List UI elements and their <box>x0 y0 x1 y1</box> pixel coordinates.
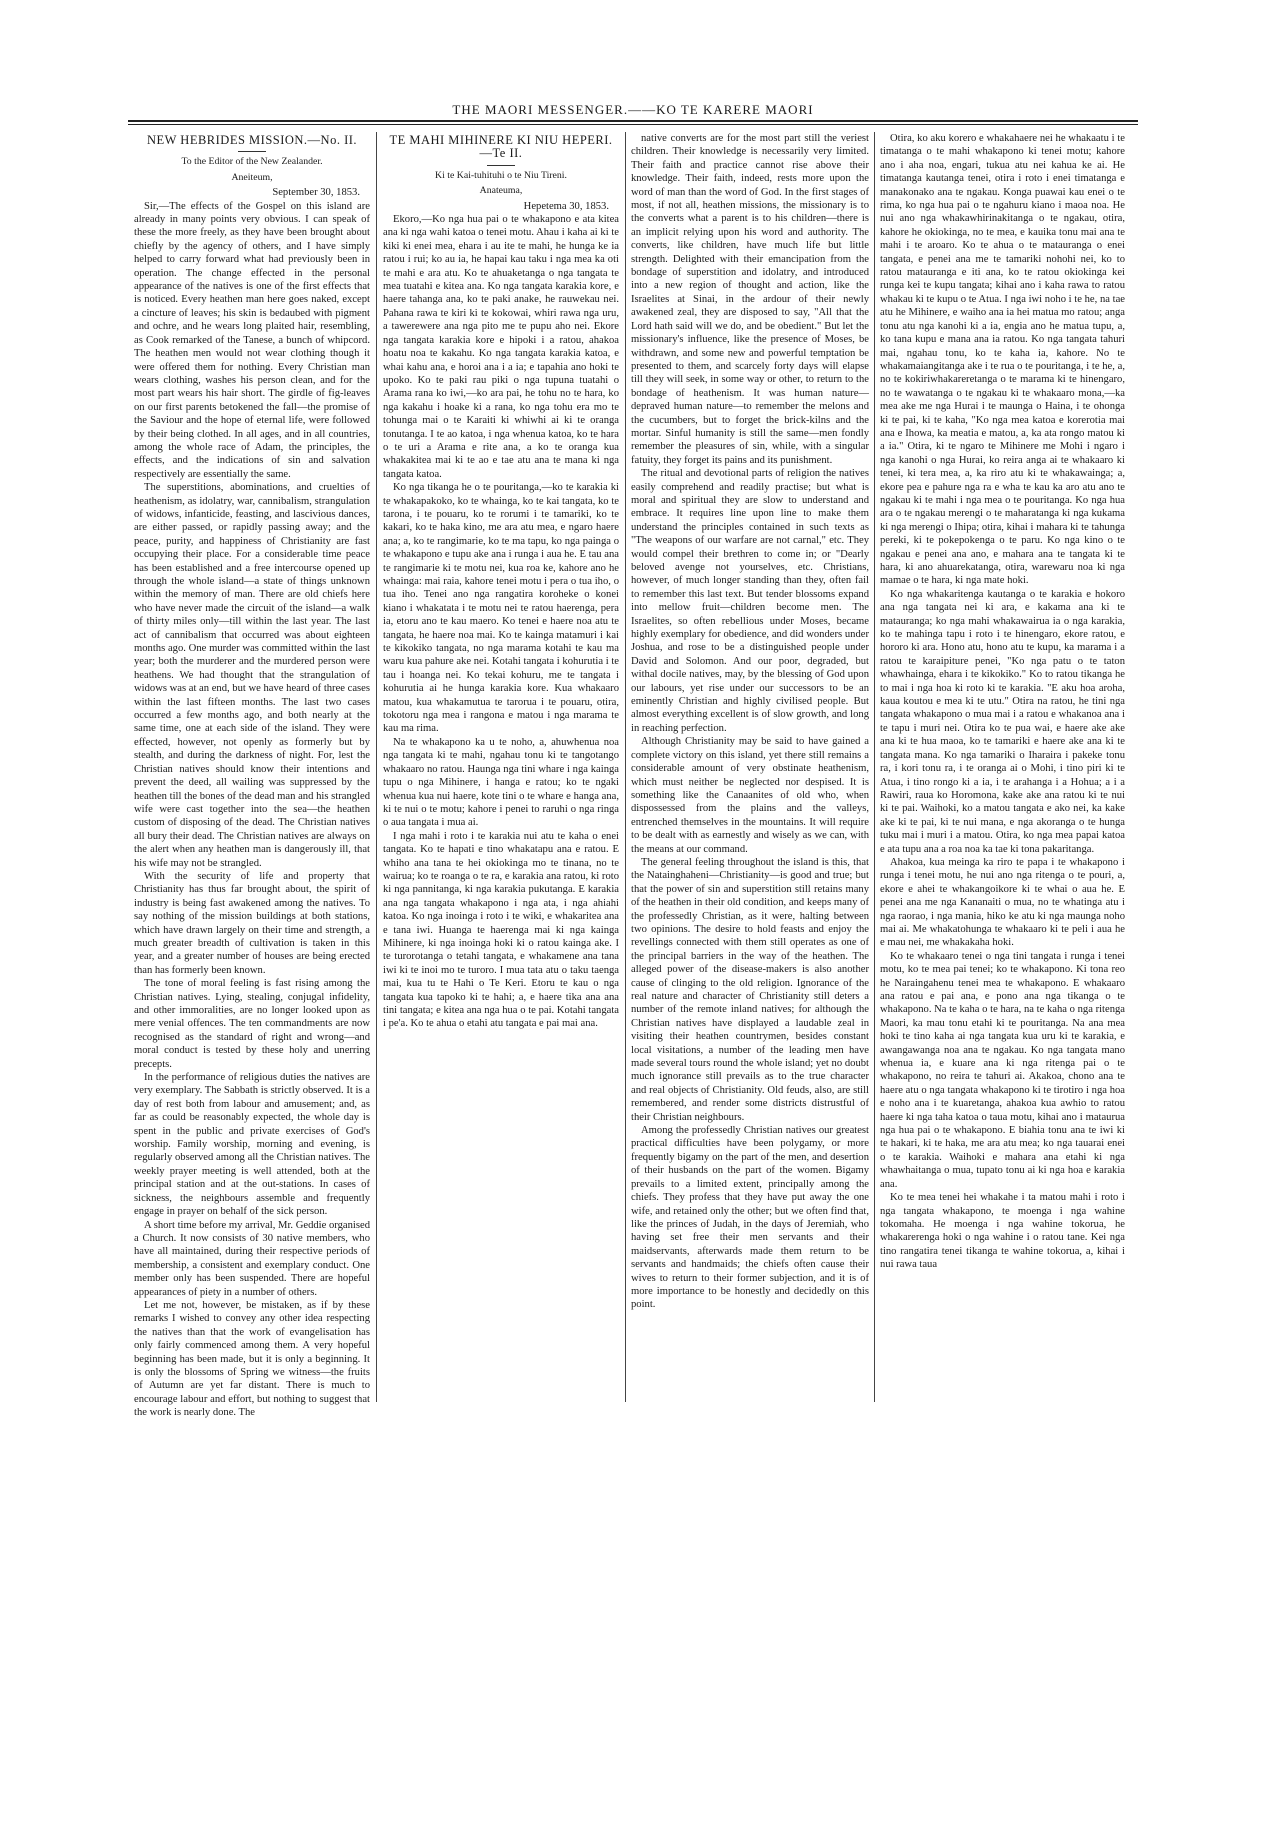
article-heading: NEW HEBRIDES MISSION.—No. II. <box>146 133 358 147</box>
paragraph: Although Christianity may be said to have gained a complete victory on this island, yet there still remains a considerable amount of very obstinate heathenism, which must neither be neglected nor despised. It is something like the Canaanites of old who, when dispossessed from the plains and the valleys, entrenched themselves in the mountains. It will require to be dealt with as earnestly and wisely as we can, with the means at our command. <box>631 736 869 855</box>
paragraph: The ritual and devotional parts of religion the natives easily comprehend and readily practise; but what is moral and spiritual they are slow to understand and embrace. It requires line upon line to make them understand the principles contained in such texts as "The weapons of our warfare are not carnal," etc. They would compel their brethren to come in; or "Dearly beloved avenge not yourselves, etc. Christians, however, of much longer standing than they, often fail to remember this last text. But tender blossoms expand into mellow fruit—children become men. The Israelites, so often rebellious under Moses, became highly exemplary for obedience, and did wonders under Joshua, and rose to be a distinguished people under David and Solomon. And our poor, degraded, but withal docile natives, may, by the blessing of God upon our labours, yet rise under our successors to be an eminently Christian and highly civilised people. But almost everything excellent is of slow growth, and long in reaching perfection. <box>631 468 869 734</box>
paragraph: native converts are for the most part still the veriest children. Their knowledge is necessarily very limited. Their faith and practice cannot rise above their knowledge. Their faith, indeed, rests more upon the word of man than the word of God. In the first stages of most, if not all, heathen missions, the missionary is to the converts what a parent is to his children—there is an implicit relying upon his word and authority. The converts, like children, have much life but little strength. Delighted with their emancipation from the bondage of superstition and idolatry, and introduced into a new region of thought and action, like the Israelites at Sinai, in the ardour of their newly awakened zeal, they are disposed to say, "All that the Lord hath said will we do, and be obedient." But let the missionary's influence, like the presence of Moses, be withdrawn, and some new and powerful temptation be presented to them, and scarcely forty days will elapse till they will seek, in some way or other, to return to the bondage of heathenism. It was human nature—depraved human nature—to remember the melons and the cucumbers, but to forget the brick-kilns and the mortar. Sinful humanity is still the same—men fondly remember the pleasures of sin, while, with a singular fatuity, they forget its pains and its punishment. <box>631 133 869 466</box>
to-editor-line: Ki te Kai-tuhituhi o te Niu Tireni. <box>435 169 567 181</box>
paragraph: A short time before my arrival, Mr. Geddie organised a Church. It now consists of 30 native members, who have all maintained, during their respective periods of membership, a consistent and exemplary conduct. One member only has been suspended. There are hopeful appearances of piety in a number of others. <box>134 1219 370 1298</box>
paragraph: The superstitions, abominations, and cruelties of heathenism, as idolatry, war, cannibalism, strangulation of widows, infanticide, feasting, and lascivious dances, are either passed, or rapidly passing away; and the peace, purity, and happiness of Christianity are fast occupying their place. For a considerable time peace has been established and a free intercourse opened up through the whole island—a state of things unknown within the memory of man. There are old chiefs here who have never made the circuit of the island—a walk of thirty miles only—till within the last year. The last act of cannibalism that occurred was about eighteen months ago. One murder was committed within the last year; both the murderer and the murdered person were heathens. We had thought that the strangulation of widows was at an end, but we have heard of three cases within the last fifteen months. The last two cases occurred a few months ago, and both nearly at the same time, one at each side of the island. They were effected, however, not openly as formerly but by stealth, and during the darkness of night. For, lest the Christian natives should know their intentions and prevent the deed, all wailing was suppressed by the heathen till the bones of the dead man and his strangled wife were cast together into the sea—the heathen custom of disposing of the dead. The Christian natives all bury their dead. The Christian natives are always on the alert when any heathen man is dangerously ill, that his wife may not be strangled. <box>134 482 370 869</box>
column-maori-2 <box>880 132 1125 1402</box>
masthead-rule-thick <box>128 120 1138 122</box>
paragraph: Among the professedly Christian natives our greatest practical difficulties have been polygamy, or more frequently bigamy on the part of the men, and desertion of their husbands on the part of the women. Bigamy prevails to a limited extent, principally among the chiefs. They profess that they have put away the one wife, and retained only the other; but we often find that, like the princes of Judah, in the days of Jeremiah, who having set free their men servants and their maidservants, afterwards made them return to be servants and handmaids; the chiefs often cause their wives to return to their former subjection, and it is of more importance to be honestly and decidedly on this point. <box>631 1125 869 1311</box>
to-editor-line: To the Editor of the New Zealander. <box>181 156 323 168</box>
column-english-2 <box>631 132 869 1402</box>
paragraph: Ko nga whakaritenga kautanga o te karakia e hokoro ana nga tangata nei ki ara, e kakama ana ki te matauranga; ko nga mahi whakawairua ia o nga karakia, ko te mahinga tapu i roto i te hinengaro, ekore ratou, e hororo ki ara. Hono atu, hono atu te kupu, ka marama i a ratou te karaipiture penei, "Ko nga patu o te taton whawhainga, ehara i te kikokiko." Ko to ratou tikanga he to mai i nga hoa ki roto ki te karakia. "E aku hoa aroha, kaua koutou e mea ki te utu." Otira na ratou, he tini nga tangata whakapono o mua mai i a ratou e whakanoa ana i te tapu i muri nei. Otira ko te pua wai, e haere ake ake ana ki te hua maoa, ko te tamariki e haere ake ana ki te tangata mana. Ko nga tamariki o Iharaira i pakeke tonu ra, i kori tonu ra, i te oranga ai o Mohi, i tino piri ki te Atua, i tino rongo ki a ia, i te arahanga i a Hohua; a i a Rawiri, raua ko Horomona, kake ake ana ratou ki te nui ki te pai. Waihoki, ko a matou tangata e ako nei, ka kake ake ki te pai, ki te nui mana, e nga akoranga o te hunga tuku mai i muri i a matou. Otira, ko nga mea papai katoa e ata tupu ana a roa noa ka tae ki tona pakaritanga. <box>880 588 1125 855</box>
masthead-rule-thin <box>128 124 1138 125</box>
paragraph: Ekoro,—Ko nga hua pai o te whakapono e ata kitea ana ki nga wahi katoa o tenei motu. Ahau i kaha ai ki te kiki ki enei mea, ehara i au ite te mahi, he hunga ke ia ratou i rui; ko au ia, he hapai kau taku i nga mea ka oti te mahi e ara atu. Ko te ahuaketanga o nga tangata te mea tuatahi e kitea ana. Ko nga tangata karakia kore, e haere tahanga ana, ko te paki anake, he rauwekau nei. Pahana rawa te kiri ki te kokowai, whiri rawa nga uru, a tawerewere ana nga pito me te pupu aho nei. Ekore nga tangata karakia kore e hipoki i a ratou, ahakoa hoatu noa te kakahu. Ko nga tangata karakia katoa, e whai kahu ana, e horoi ana i a ia; e tapahia ano hoki te upoko. Ko te paki rau piki o nga tupuna tuatahi o Arama rana ko iwi,—ko ara pai, he tohu no te hara, ko nga kakahu i hoake ki a rana, ko nga tohu era mo te tohunga mai o te Karaiti ki whiwhi ai ki te oranga tonutanga. I te ao katoa, i nga whenua katoa, ko te hara o te uri a Arama e rite ana, a ko te oranga kua whakakitea mai ki te ao e tae atu ana te mana ki nga tangata katoa. <box>383 214 619 480</box>
article-heading: TE MAHI MIHINERE KI NIU HEPERI.—Te II. <box>389 133 613 161</box>
paragraph: Na te whakapono ka u te noho, a, ahuwhenua noa nga tangata ki te mahi, ngahau tonu ki te tangotango whakaaro no ratou. Haunga nga tini whare i nga kainga tupu o nga Mihinere, i hanga e ratou; ko te ngaki whenua kua nui haere, kote tini o te whare e hanga ana, ki te nui o te motu; kahore i penei to raruhi o nga ringa o aua tangata i mua ai. <box>383 736 619 829</box>
column-english-1 <box>134 132 370 1419</box>
column-divider <box>625 132 626 1402</box>
masthead: THE MAORI MESSENGER.——KO TE KARERE MAORI <box>452 102 814 117</box>
column-divider <box>376 132 377 1402</box>
paragraph: With the security of life and property that Christianity has thus far brought about, the spirit of industry is being fast awakened among the natives. To say nothing of the mission buildings at both stations, which have drawn largely on their time and strength, a much greater breadth of cultivation is taken in this year, and a greater number of houses are being erected than has formerly been known. <box>134 870 370 976</box>
dateline-date: Hepetema 30, 1853. <box>523 200 609 212</box>
heading-dash <box>487 165 515 166</box>
dateline-date: September 30, 1853. <box>272 187 360 199</box>
heading-dash <box>238 151 266 152</box>
paragraph: I nga mahi i roto i te karakia nui atu te kaha o enei tangata. Ko te hapati e tino whakatapu ana e ratou. E whiho ana tana te hei okiokinga mo te tinana, no te wairua; ko te roanga o te ra, e karakia ana ratou, ki roto ki nga pannitanga, ki nga karakia pukutanga. E karakia ana nga tangata whakapono i nga ata, i nga ahiahi katoa. Ko nga inoinga i roto i te wiki, e whakaritea ana e tana iwi. Huanga te haerenga mai ki nga kainga Mihinere, ki nga inoinga hoki ki o ratou kainga ake. I te turorotanga o tetahi tangata, e whakamene ana tana iwi ki te inoi mo te turoro. I mua tata atu o taku taenga mai, kua tu te Hahi o Te Keri. Etoru te kau o nga tangata kua tapoko ki te hahi; a, e haere tika ana ana tini tangata; e kitea ana nga hua o te pai. Kotahi tangata i pe'a. Ko te ahua o etahi atu tangata e pai mai ana. <box>383 830 619 1030</box>
paragraph: The general feeling throughout the island is this, that the Natainghaheni—Christianity—is good and true; but that the power of sin and superstition still retains many of the heathen in their old condition, and keeps many of the professedly Christian, as it were, halting between two opinions. The desire to hold feasts and enjoy the revellings connected with them still operates as one of the principal barriers in the way of the heathen. The alleged power of the disease-makers is also another cause of clinging to the old religion. Ignorance of the real nature and character of Christianity still deters a number of the remote inland natives; for although the Christian natives have displayed a laudable zeal in visiting their heathen countrymen, besides constant local visitations, a number of the leading men have made several tours round the whole island; yet no doubt much ignorance still prevails as to the true character and real objects of Christianity. Old feuds, also, are still remembered, and render some districts distrustful of their Christian neighbours. <box>631 856 869 1123</box>
paragraph: Ahakoa, kua meinga ka riro te papa i te whakapono i runga i tenei motu, he nui ano nga ritenga o te pouri, a, ekore e ahei te whakangoikore ki te whai o aua he. E penei ana me nga Kananaiti o mua, no te whatinga atu i nga raorao, i nga mania, hiko ke atu ki nga maunga noho mai ai. Me whakatohunga te whakaaro ki te peli i aua he e mau nei, me whakakaha hoki. <box>880 856 1125 949</box>
dateline-place: Aneiteum, <box>231 171 273 183</box>
column-maori-1 <box>383 132 619 1402</box>
paragraph: Let me not, however, be mistaken, as if by these remarks I wished to convey any other idea respecting the natives than that the work of evangelisation has only fairly commenced among them. A very hopeful beginning has been made, but it is only a beginning. It is only the blossoms of Spring we witness—the fruits of Autumn are yet far distant. There is much to encourage labour and effort, but nothing to suggest that the work is nearly done. The <box>134 1299 370 1419</box>
paragraph: Ko nga tikanga he o te pouritanga,—ko te karakia ki te whakapakoko, ko te whainga, ko te kai tangata, ko te tarona, i te pouaru, ko te rorumi i te tamariki, ko te kakari, ko te haka kino, me ara atu mea, e ngaro haere ana; a, ko te rangimarie, ko te ma tapu, ko nga painga o te whakapono e tupu ake ana i runga i aua he. E tau ana te rangimarie ki te motu nei, kua roa ke, kahore ano he whainga: mai raia, kahore tenei motu i pera o tua iho, o tua iho. Tenei ano nga rangatira koroheke o konei kiano i whakatata i te motu nei te ratou haerenga, pera ia, etoru ano te kau maero. Ko tenei e haere noa atu te tangata, he haere noa mai. Ko te kainga matamuri i kai te kikokiko tangata, no nga marama kotahi te kau ma waru kua pahure ake nei. Kotahi tangata i kohurutia i te tau i hoanga nei. Ko tekai kohuru, me te tangata i kohurutia ai he hunga karakia kore. Kua whakaaro matou, kua whakamutua te tarorua i te pouaru, otira, tokotoru nga mea i rangona e matou i nga marama te kau ma rima. <box>383 482 619 735</box>
paragraph: Sir,—The effects of the Gospel on this island are already in many points very obvious. I can speak of these the more freely, as they have been brought about chiefly by the agency of others, and I have simply helped to carry forward what had previously been in operation. The change effected in the personal appearance of the natives is one of the first effects that is noticed. Every heathen man here goes naked, except a cincture of leaves; his skin is bedaubed with pigment and ochre, and he wears long plaited hair, resembling, as Cook remarked of the Tanese, a bunch of whipcord. The heathen men would not wear clothing though it were offered them for nothing. Every Christian man wears clothing, washes his person clean, and for the most part wears his hair short. The girdle of fig-leaves on our first parents betokened the fall—the promise of the Saviour and the hope of eternal life, were followed by their being clothed. In all ages, and in all countries, among the whole race of Adam, the principles, the effects, and the indications of sin and salvation respectively are essentially the same. <box>134 200 370 480</box>
paragraph: Otira, ko aku korero e whakahaere nei he whakaatu i te timatanga o te mahi whakapono ki tenei motu; kahore ano i aha noa, engari, tukua atu nei kahua ke ai. He timatanga kautanga tenei, otira i roto i enei timatanga e manakonako ana te ngakau. Konga puawai kau enei o te rima, ko nga hua pai o te ngahuru kiano i maoa noa. He nui ano nga whakawhirinakitanga o te ngakau, otira, kahore he okiokinga, no te mea, e kauika tonu mai ana te mahi i te aroaro. Ko te ahua o te matauranga o enei tangata, e penei ana me te tamariki nohohi nei, ko to ratou matauranga e iti ana, ko te ratou okiokinga kei runga kei te kupu tangata; kihai ano i kaha rawa to ratou whakau ki te kupu o te Atua. I nga iwi noho i te he, na tae atu he Mihinere, e waiho ana ia hei matua mo ratou; anga tonu atu nga kanohi ki a ia, engia ano he matua tupu, a, ko tana kupu e mana ana ia ratou. Ko nga tangata tahuri mai, ngahau tonu, ko te kaha ia, kahore. No te whakamaiangitanga ake i te rua o te pouritanga, i te he, a, no te kokiriwhakareretanga o te marama ki te hinengaro, no te wawatanga o te ngakau ki te whakaaro mona,—ka mea ake me nga Hurai i te maunga o Haina, i te ohonga ki te pai, ki te kaha, "Ko nga mea katoa e korerotia mai ana e Ihowa, ka meatia e matou, a, ka ata rongo matou ki a ia." Otira, ki te ngaro te Mihinere me Mohi i ngaro i nga kanohi o nga Hurai, ko reira anga ai te whakaaro ki tenei, ki tera mea, a, ka riro atu ki te whakawainga; a, ekore pea e pahure nga ra e wha te kau ka aro atu ano te ngakau ki te mahi i nga mea o te pouritanga. Ko nga hua ara o te ngakau merengi o te maharatanga ki nga kukama ki nga merengi o Ihipa; otira, kihai i mahara ki te tahunga pereki, ki te pokepokenga o te paru. Ko nga kino o te ngakau e penei ana ano, e mahara ana te tangata ki te hara, ki ano ahuarekatanga, otira, warewaru noa ki nga mamae o te hara, ki nga mate hoki. <box>880 133 1125 587</box>
paragraph: In the performance of religious duties the natives are very exemplary. The Sabbath is strictly observed. It is a day of rest both from labour and amusement; and, as far as could be reasonably expected, the whole day is spent in the public and private exercises of God's worship. Family worship, morning and evening, is regularly observed among all the Christian natives. The weekly prayer meeting is well attended, both at the principal station and at the out-stations. In cases of sickness, the neighbours assemble and frequently engage in prayer on behalf of the sick person. <box>134 1072 370 1218</box>
paragraph: Ko te whakaaro tenei o nga tini tangata i runga i tenei motu, ko te mea pai tenei; ko te whakapono. Ki tona reo he Naraingahenu tenei mea te whakapono. E whakaaro ana ratou e pai ana, e pono ana nga tikanga o te whakapono. Na te kaha o te hara, na te kaha o nga ritenga Maori, ka mau tonu etahi ki te pouritanga. Na ana mea hoki te tino kaha ai nga tangata kua uru ki te karakia, e awangawanga noa ana te ngakau. Ko nga tangata mano whenua ia, e kuare ana ki nga ritenga pai o te whakapono, no reira te tahuri ai. Akakoa, chono ana te haere atu o nga tangata whakapono ki te tirotiro i nga hoa e noho ana i te kuaretanga, ahakoa kua awhio to ratou haere ki nga taha katoa o taua motu, kihai ano i mataurua nga hua pai o te whakapono. E biahia tonu ana te iwi ki te hakari, ki te haka, me ara atu mea; ko nga tauarai enei o te karakia. Waihoki e mahara ana etahi ki nga whawhaitanga o mua, tupato tonu ai ki nga hoa e karakia ana. <box>880 950 1125 1190</box>
paragraph: Ko te mea tenei hei whakahe i ta matou mahi i roto i nga tangata whakapono, te moenga i nga wahine tokomaha. He moenga i nga wahine tokorua, he whakarerenga hoki o nga wahine i o ratou tane. Kei nga tino rangatira tenei tikanga te wahine tokorua, a, kihai i nui rawa taua <box>880 1192 1125 1271</box>
dateline-place: Anateuma, <box>479 185 523 197</box>
paragraph: The tone of moral feeling is fast rising among the Christian natives. Lying, stealing, conjugal infidelity, and other immoralities, are no longer looked upon as mere venial offences. The ten commandments are now recognised as the standard of right and wrong—and moral conduct is tested by these holy and unerring precepts. <box>134 978 370 1070</box>
column-divider <box>874 132 875 1402</box>
